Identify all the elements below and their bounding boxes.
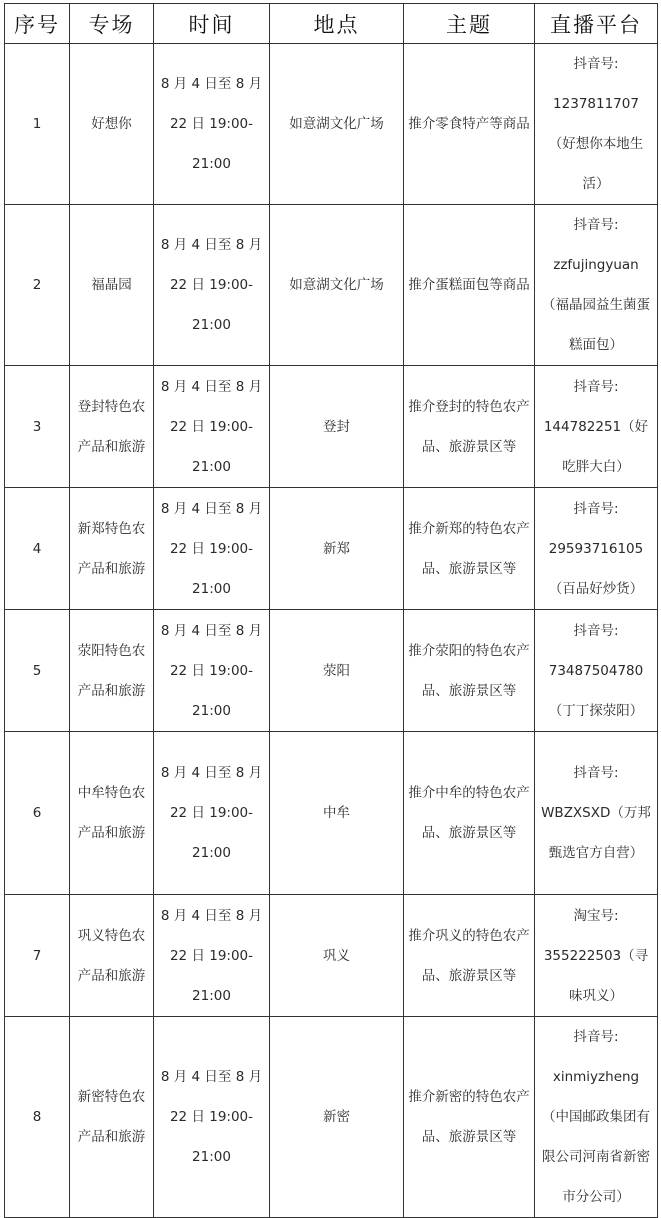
row-number: 3	[5, 366, 70, 488]
row-place: 中牟	[270, 732, 404, 895]
row-theme: 推介蛋糕面包等商品	[404, 205, 535, 366]
row-number: 6	[5, 732, 70, 895]
row-theme: 推介新密的特色农产品、旅游景区等	[404, 1017, 535, 1218]
table-row	[5, 488, 658, 610]
row-theme: 推介零食特产等商品	[404, 44, 535, 205]
platform-line: WBZXSXD（万邦甄选官方自营）	[541, 805, 651, 861]
row-platform	[535, 488, 658, 610]
platform-line: 29593716105	[548, 540, 644, 557]
table-row	[5, 895, 658, 1017]
platform-line: 抖音号:	[573, 622, 619, 639]
platform-line: （百品好炒货）	[548, 580, 644, 597]
platform-line: xinmiyzheng	[552, 1069, 640, 1085]
platform-line: （福晶园益生菌蛋糕面包）	[542, 297, 650, 353]
row-place: 新郑	[270, 488, 404, 610]
row-number: 4	[5, 488, 70, 610]
table-row	[5, 1017, 658, 1218]
header-session: 专场	[70, 4, 154, 44]
platform-line: 淘宝号:	[573, 907, 619, 924]
header-place: 地点	[270, 4, 404, 44]
header-no: 序号	[5, 4, 70, 44]
row-time: 8 月 4 日至 8 月 22 日 19:00-21:00	[154, 610, 270, 732]
row-number: 8	[5, 1017, 70, 1218]
header-row	[5, 4, 658, 44]
header-platform: 直播平台	[535, 4, 658, 44]
row-session: 巩义特色农产品和旅游	[70, 895, 154, 1017]
row-platform	[535, 610, 658, 732]
row-platform	[535, 1017, 658, 1218]
row-time: 8 月 4 日至 8 月 22 日 19:00-21:00	[154, 488, 270, 610]
row-place: 新密	[270, 1017, 404, 1218]
row-session: 福晶园	[70, 205, 154, 366]
table-row	[5, 732, 658, 895]
platform-line: 73487504780	[548, 662, 644, 679]
row-theme: 推介新郑的特色农产品、旅游景区等	[404, 488, 535, 610]
platform-line: 抖音号:	[573, 217, 619, 233]
row-platform	[535, 895, 658, 1017]
row-session: 新郑特色农产品和旅游	[70, 488, 154, 610]
livestream-schedule-table	[4, 3, 658, 1218]
row-theme: 推介登封的特色农产品、旅游景区等	[404, 366, 535, 488]
platform-line: 144782251（好吃胖大白）	[543, 418, 649, 475]
row-place: 荥阳	[270, 610, 404, 732]
row-session: 中牟特色农产品和旅游	[70, 732, 154, 895]
platform-line: （好想你本地生活）	[548, 136, 644, 192]
platform-line: 抖音号:	[573, 765, 619, 781]
row-theme: 推介巩义的特色农产品、旅游景区等	[404, 895, 535, 1017]
platform-line: 抖音号:	[573, 500, 619, 517]
platform-line: （中国邮政集团有限公司河南省新密市分公司）	[542, 1109, 650, 1205]
platform-line: 抖音号:	[573, 378, 619, 395]
row-time: 8 月 4 日至 8 月 22 日 19:00-21:00	[154, 1017, 270, 1218]
row-platform	[535, 44, 658, 205]
row-place: 巩义	[270, 895, 404, 1017]
row-session: 好想你	[70, 44, 154, 205]
platform-line: 1237811707	[553, 96, 639, 112]
row-place: 如意湖文化广场	[270, 44, 404, 205]
row-session: 荥阳特色农产品和旅游	[70, 610, 154, 732]
row-time: 8 月 4 日至 8 月 22 日 19:00-21:00	[154, 895, 270, 1017]
table-row	[5, 44, 658, 205]
row-number: 5	[5, 610, 70, 732]
row-number: 7	[5, 895, 70, 1017]
row-number: 2	[5, 205, 70, 366]
row-theme: 推介中牟的特色农产品、旅游景区等	[404, 732, 535, 895]
platform-line: zzfujingyuan	[553, 257, 639, 273]
row-place: 如意湖文化广场	[270, 205, 404, 366]
row-platform	[535, 732, 658, 895]
row-time: 8 月 4 日至 8 月 22 日 19:00-21:00	[154, 732, 270, 895]
table-row	[5, 610, 658, 732]
row-theme: 推介荥阳的特色农产品、旅游景区等	[404, 610, 535, 732]
row-platform	[535, 205, 658, 366]
header-theme: 主题	[404, 4, 535, 44]
header-time: 时间	[154, 4, 270, 44]
row-place: 登封	[270, 366, 404, 488]
row-platform	[535, 366, 658, 488]
platform-line: 抖音号:	[573, 56, 619, 72]
platform-line: 抖音号:	[573, 1029, 619, 1045]
platform-line: （丁丁探荥阳）	[548, 702, 644, 719]
row-time: 8 月 4 日至 8 月 22 日 19:00-21:00	[154, 44, 270, 205]
row-number: 1	[5, 44, 70, 205]
table-row	[5, 205, 658, 366]
platform-line: 355222503（寻味巩义）	[543, 947, 649, 1004]
row-time: 8 月 4 日至 8 月 22 日 19:00-21:00	[154, 366, 270, 488]
row-session: 新密特色农产品和旅游	[70, 1017, 154, 1218]
row-time: 8 月 4 日至 8 月 22 日 19:00-21:00	[154, 205, 270, 366]
table-row	[5, 366, 658, 488]
row-session: 登封特色农产品和旅游	[70, 366, 154, 488]
